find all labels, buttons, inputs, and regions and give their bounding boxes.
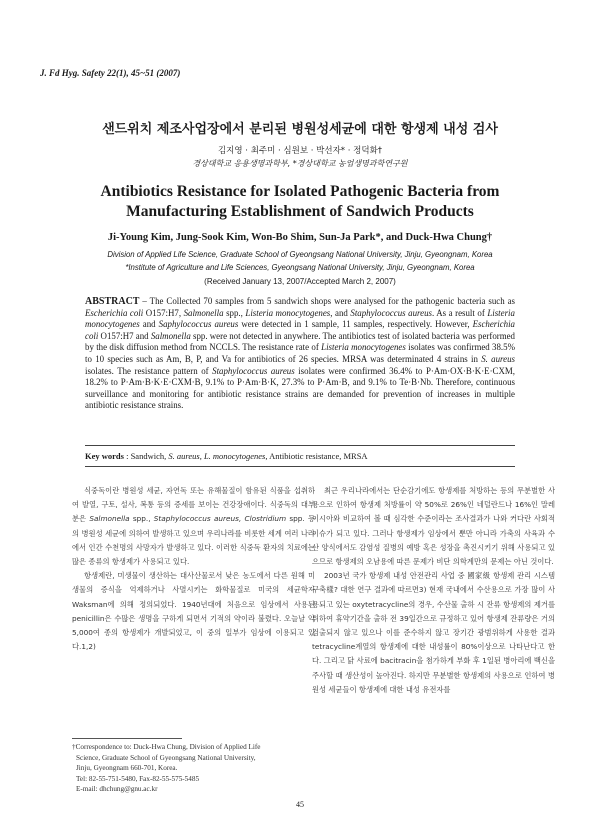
abstract-text: , and: [330, 307, 351, 318]
abstract-text: were detected in 1 sample, 11 samples, respectively. However,: [238, 319, 473, 330]
organism-name: Salmonella: [89, 514, 130, 524]
footnote-line: E-mail: dhchung@gnu.ac.kr: [76, 785, 158, 794]
organism-name: Staphylococcus aureus, Clostridium: [153, 514, 287, 524]
korean-title: 샌드위치 제조사업장에서 분리된 병원성세균에 대한 항생제 내성 검사: [102, 122, 498, 137]
abstract-text: and: [139, 319, 159, 330]
english-title: [0, 182, 600, 222]
organism-name: Listeria monocytogenes: [245, 307, 331, 318]
footnote-line: †Correspondence to: Duck-Hwa Chung, Division of Applied Life: [72, 743, 261, 751]
abstract-text: – The Collected 70 samples from 5 sandwich shops were analysed for the pathogenic bacteria such as: [139, 296, 515, 306]
body-paragraph: 최근 우리나라에서는 단순감기에도 항생제를 처방하는 등의 무분별한 사용으로 인하여 항생제 처방률이 약 50%로 26%인 네덜란드나 16%인 말레이시아와 비교하여 볼 때 심각한 수준이라는 조사결과가 나와 커다란 사회적 이슈가 되고 있다. 그러나 항생제가 임상에서 뿐만 아니라 가축의 사육과 수산 양식에서도 감염성 질병의 예방 혹은 성장을 촉진시키기 위해 사용되고 있으므로 항생제의 오남용에 따른 문제가 비단 의학계만의 문제는 아닌 것이다.: [312, 486, 555, 567]
keywords-bottom-rule: [85, 466, 515, 467]
correspondence-footnote: [72, 742, 307, 795]
english-title-line-2: Manufacturing Establishment of Sandwich Products: [126, 203, 474, 220]
abstract-text: spp. were not detected in anywhere. The antibiotics test of isolated bacteria was performed by the disk diffusion method from NCCLS. The resistance rate of: [85, 330, 515, 353]
footnote-rule: [72, 738, 182, 739]
organism-name: Escherichia coli: [85, 319, 515, 341]
organism-name: Staphylococcus aureus: [212, 365, 295, 376]
english-title-line-1: Antibiotics Resistance for Isolated Pathogenic Bacteria from: [100, 183, 500, 200]
keyword-organism: S. aureus: [168, 451, 200, 461]
korean-affiliation: 경상대학교 응용생명과학부, *경상대학교 농업생명과학연구원: [192, 159, 408, 168]
body-paragraph: 2003년 국가 항생제 내성 안전관리 사업 중 國家級 항생제 관리 시스템 구축樣? 대한 연구 결과에 따르면3) 현재 국내에서 수산용으로 가장 많이 사용되고 있는 oxytetracycline의 경우, 수산물 출하 시 잔류 항생제의 제거를 위하여 휴약기간을 출하 전 39일간으로 규정하고 있어 항생제 잔류량은 거의 검출되지 않고 있으나 이를 준수하지 않고 장기간 광범위하게 사용한 결과 tetracycline계열의 항생제에 대한 내성률이 80%이상으로 나타난다고 한다. 그리고 닭 사료에 bacitracin을 첨가하게 부화 후 1일된 병아리에 백신을 주사할 때 생산성이 높아진다. 하지만 무분별한 항생제의 사용으로 인하여 병원성 세균들이 항생제에 대한 내성 유전자를: [312, 571, 555, 694]
organism-name: Staphylococcus aureus: [350, 307, 432, 318]
keyword-organism: L. monocytogenes: [203, 451, 266, 461]
body-text: spp.,: [129, 514, 154, 524]
keywords: [85, 451, 515, 461]
body-column-left: [72, 484, 315, 654]
keywords-text: ,: [199, 451, 204, 461]
body-paragraph: 항생제란, 미생물이 생산하는 대사산물로서 낮은 농도에서 다른 원해 미생물의 증식을 억제하거나 사멸시키는 화학물질로 미국의 세균학자 Waksman에 의해 정의되었다. 1940년대에 처음으로 임상에서 사용된 penicillin은 수많은 생명을 구하게 되면서 기적의 약이라 불렸다. 오늘날 약 5,000여 종의 항생제가 개발되었고, 이 중의 일부가 임상에 이용되고 있다.1,2): [72, 571, 315, 652]
organism-name: Listeria monocytogenes: [321, 342, 406, 353]
english-affiliation-2: *Institute of Agriculture and Life Sciences, Gyeongsang National University, Jinju, Gyeongnam, Korea: [125, 263, 475, 272]
body-column-right: [312, 484, 555, 697]
abstract-text: isolates. The resistance pattern of: [85, 365, 213, 376]
journal-reference: J. Fd Hyg. Safety 22(1), 45~51 (2007): [40, 68, 181, 78]
abstract: [85, 296, 515, 412]
abstract-text: O157:H7,: [143, 307, 184, 318]
organism-name: Salmonella: [150, 330, 191, 341]
organism-name: Escherichia coli: [85, 307, 144, 318]
footnote-line: Tel: 82-55-751-5480, Fax-82-55-575-5485: [76, 774, 200, 783]
organism-name: S. aureus: [481, 353, 515, 364]
abstract-text: spp.,: [223, 307, 246, 318]
abstract-text: O157:H7 and: [98, 330, 151, 341]
body-text: 식중독이란 병원성 세균, 자연독 또는 유해물질이 함유된 식품을 섭취하여 발열, 구토, 설사, 복통 등의 증세를 보이는 건강장애이다. 식중독의 대부분은: [72, 486, 315, 524]
korean-authors: 김지영 · 최주미 · 심원보 · 박선자* · 정덕화†: [217, 146, 383, 156]
keywords-text: , Antibiotic resistance, MRSA: [265, 451, 368, 461]
body-paragraph: [72, 484, 315, 569]
keywords-text: : Sandwich,: [123, 451, 169, 461]
english-authors: Ji-Young Kim, Jung-Sook Kim, Won-Bo Shim, Sun-Ja Park*, and Duck-Hwa Chung†: [107, 232, 493, 243]
page-number: 45: [296, 800, 304, 809]
received-dates: (Received January 13, 2007/Accepted March 2, 2007): [204, 277, 396, 286]
organism-name: Saphylococcus aureus: [158, 319, 239, 330]
keywords-top-rule: [85, 445, 515, 446]
organism-name: Listeria monocytogenes: [85, 307, 515, 330]
abstract-label: ABSTRACT: [85, 296, 140, 307]
abstract-text: isolates were confirmed 36.4% to P·Am·OX·B·K·E·CXM, 18.2% to P·Am·B·K·E·CXM·B, 9.1% to P·Am·B·K, 27.3% to P·Am·B, and 9.1% to Te·B·Nb. Therefore, continuous surveillance and monitoring for antibiotic resistance strains are demanded for prevention of increases in multiple antibiotic resistance strains.: [85, 365, 515, 411]
footnote-line: Jinju, Gyeongnam 660-701, Korea.: [76, 764, 178, 773]
keywords-label: Key words: [85, 451, 124, 461]
english-affiliation-1: Division of Applied Life Science, Graduate School of Gyeongsang National University, Jinju, Gyeongnam, Korea: [107, 250, 493, 259]
abstract-text: . As a result of: [431, 307, 488, 318]
body-text: spp. 등의 병원성 세균에 의하여 발생하고 있으며 우리나라를 비롯한 세계 여러 나라에서 인간 수천명의 사망자가 발생하고 있다. 이러한 식중독 환자의 치료에는 많은 종류의 항생제가 사용되고 있다.: [72, 514, 316, 567]
organism-name: Salmonella: [183, 307, 224, 318]
abstract-text: isolates was confirmed 38.5% to 10 species such as Am, B, P, and Va for antibiotics of 26 species. MRSA was determinated 4 strains in: [85, 342, 515, 364]
footnote-line: Science, Graduate School of Gyeongsang National University,: [76, 753, 256, 762]
